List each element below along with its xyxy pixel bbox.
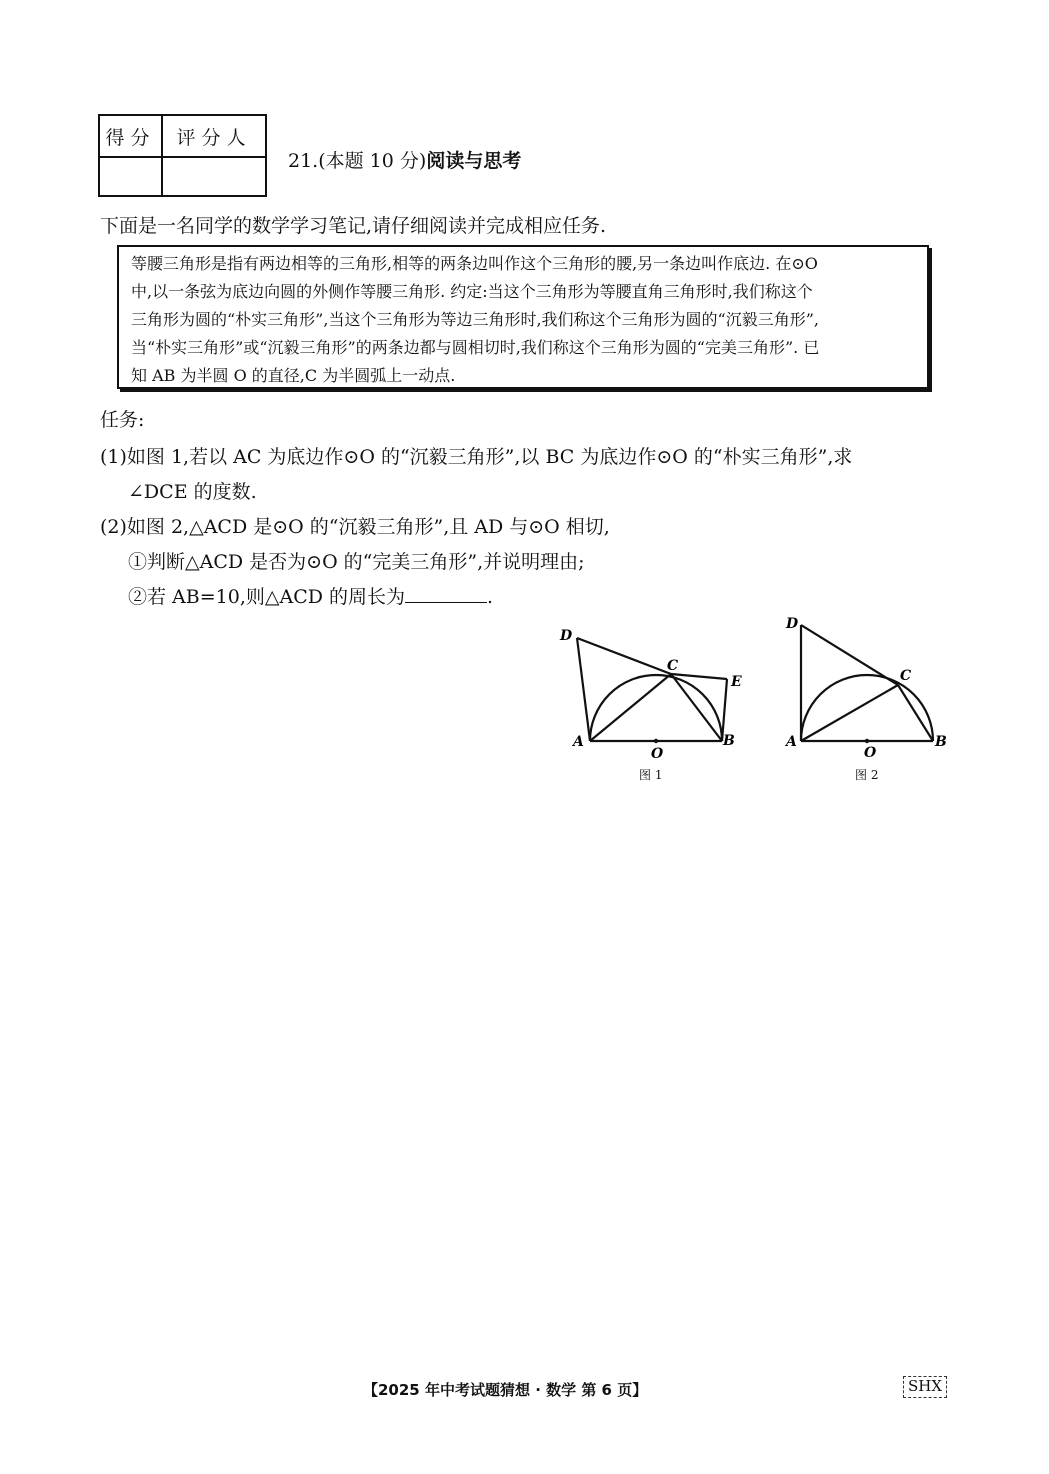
label-b: B	[935, 734, 947, 750]
label-b: B	[723, 733, 735, 749]
tasks-heading: 任务:	[100, 409, 145, 431]
answer-blank[interactable]	[405, 584, 487, 603]
note-line: 中,以一条弦为底边向圆的外侧作等腰三角形. 约定:当这个三角形为等腰直角三角形时,我们称这个	[131, 282, 813, 301]
task-2-sub-2	[128, 582, 493, 609]
segment-dc	[801, 625, 898, 685]
note-line: 等腰三角形是指有两边相等的三角形,相等的两条边叫作这个三角形的腰,另一条边叫作底边. 在⊙O	[131, 254, 818, 273]
semicircle-arc	[590, 675, 722, 741]
figure-1	[550, 620, 760, 790]
segment-ad	[577, 638, 590, 741]
note-line: 三角形为圆的“朴实三角形”,当这个三角形为等边三角形时,我们称这个三角形为圆的“沉毅三角形”,	[131, 310, 819, 329]
score-table	[98, 114, 267, 197]
chord-bc	[671, 674, 722, 741]
figure-2	[770, 605, 960, 790]
label-d: D	[786, 616, 799, 632]
segment-dc	[577, 638, 671, 674]
label-a: A	[573, 734, 584, 750]
segment-eb	[722, 679, 727, 741]
score-label: 得分	[99, 115, 162, 157]
label-c: C	[900, 668, 912, 684]
intro-text: 下面是一名同学的数学学习笔记,请仔细阅读并完成相应任务.	[100, 215, 607, 237]
note-line: 知 AB 为半圆 O 的直径,C 为半圆弧上一动点.	[131, 366, 456, 385]
grader-cell	[162, 157, 266, 196]
task-2-line-1: (2)如图 2,△ACD 是⊙O 的“沉毅三角形”,且 AD 与⊙O 相切,	[100, 516, 610, 538]
chord-ac	[590, 674, 671, 741]
label-c: C	[667, 658, 679, 674]
question-points: (本题 10 分)	[318, 150, 427, 172]
score-cell	[99, 157, 162, 196]
page-footer: 【2025 年中考试题猜想 · 数学 第 6 页】	[363, 1381, 648, 1399]
task-1-line-2: ∠DCE 的度数.	[128, 481, 257, 503]
question-number: 21.	[288, 150, 319, 172]
figure-2-caption: 图 2	[855, 768, 879, 782]
chord-ac	[801, 685, 898, 741]
region-code-badge: SHX	[903, 1376, 947, 1398]
label-e: E	[731, 674, 742, 690]
question-topic: 阅读与思考	[426, 150, 522, 172]
grader-label: 评分人	[162, 115, 266, 157]
note-line: 当“朴实三角形”或“沉毅三角形”的两条边都与圆相切时,我们称这个三角形为圆的“完美三角形”. 已	[131, 338, 820, 357]
label-a: A	[786, 734, 797, 750]
task-2-sub-2-period: .	[487, 586, 494, 608]
center-point	[865, 739, 869, 743]
label-d: D	[560, 628, 573, 644]
task-2-sub-1: ①判断△ACD 是否为⊙O 的“完美三角形”,并说明理由;	[128, 551, 585, 573]
task-1-line-1: (1)如图 1,若以 AC 为底边作⊙O 的“沉毅三角形”,以 BC 为底边作⊙O 的“朴实三角形”,求	[100, 446, 853, 468]
question-title	[288, 146, 521, 173]
study-note-box	[117, 245, 929, 389]
task-2-sub-2-text: ②若 AB=10,则△ACD 的周长为	[128, 586, 406, 608]
figure-1-caption: 图 1	[639, 768, 663, 782]
label-o: O	[864, 745, 877, 761]
center-point	[654, 739, 658, 743]
label-o: O	[651, 746, 664, 762]
